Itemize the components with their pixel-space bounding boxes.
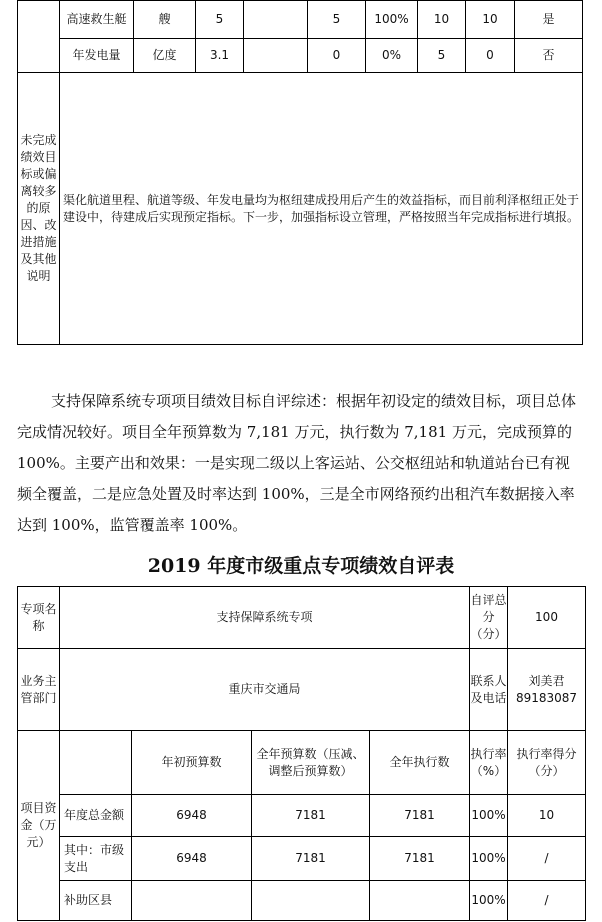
funds-executed: 7181 — [370, 795, 470, 837]
reason-row — [18, 73, 583, 345]
indicator-name: 高速救生艇 — [60, 1, 134, 39]
reason-label: 未完成绩效目标或偏离较多的原因、改进措施及其他说明 — [18, 73, 60, 345]
indicator-unit: 亿度 — [134, 39, 196, 73]
indicator-actual: 5 — [308, 1, 366, 39]
project-label: 专项名称 — [18, 587, 60, 649]
indicator-weight: 10 — [418, 1, 466, 39]
department-row — [18, 649, 586, 731]
indicator-row — [18, 39, 583, 73]
funds-annual: 7181 — [252, 837, 370, 881]
funds-executed — [370, 881, 470, 921]
funds-initial — [132, 881, 252, 921]
indicator-score: 0 — [466, 39, 515, 73]
funds-score: / — [508, 881, 586, 921]
indicator-blank — [244, 39, 308, 73]
funds-annual: 7181 — [252, 795, 370, 837]
indicator-weight: 5 — [418, 39, 466, 73]
funds-row — [18, 837, 586, 881]
header-executed: 全年执行数 — [370, 731, 470, 795]
funds-row — [18, 881, 586, 921]
summary-paragraph — [17, 386, 583, 541]
dept-label: 业务主管部门 — [18, 649, 60, 731]
indicator-target: 3.1 — [196, 39, 244, 73]
funds-initial: 6948 — [132, 837, 252, 881]
indicators-table — [17, 0, 583, 345]
reason-text: 渠化航道里程、航道等级、年发电量均为枢纽建成投用后产生的效益指标，而目前利泽枢纽正处于建设中，待建成后实现预定指标。下一步，加强指标设立管理，严格按照当年完成指标进行填报。 — [60, 73, 583, 345]
score-label: 自评总分（分） — [470, 587, 508, 649]
header-annual: 全年预算数（压减、调整后预算数） — [252, 731, 370, 795]
indicator-rate: 100% — [366, 1, 418, 39]
funds-rate: 100% — [470, 837, 508, 881]
indicator-row — [18, 1, 583, 39]
indicator-rate: 0% — [366, 39, 418, 73]
header-initial: 年初预算数 — [132, 731, 252, 795]
indicator-achieved: 是 — [515, 1, 583, 39]
score-value: 100 — [508, 587, 586, 649]
funds-rate: 100% — [470, 795, 508, 837]
funds-rate: 100% — [470, 881, 508, 921]
indicator-name: 年发电量 — [60, 39, 134, 73]
dept-name: 重庆市交通局 — [60, 649, 470, 731]
summary-text: 支持保障系统专项项目绩效目标自评综述：根据年初设定的绩效目标，项目总体完成情况较好。项目全年预算数为 7,181 万元，执行数为 7,181 万元，完成预算的 100%。主要产出和效果：一是实现二级以上客运站、公交枢纽站和轨道站台已有视频全覆盖，二是应急处置及时率达到 100%，三是全市网络预约出租汽车数据接入率达到 100%，监管覆盖率 100%。 — [17, 392, 577, 534]
indicator-actual: 0 — [308, 39, 366, 73]
indicator-blank — [244, 1, 308, 39]
funds-row-label: 补助区县 — [60, 881, 132, 921]
table-title: 2019 年度市级重点专项绩效自评表 — [147, 555, 455, 577]
funds-score: 10 — [508, 795, 586, 837]
header-rate-score: 执行率得分（分） — [508, 731, 586, 795]
project-name: 支持保障系统专项 — [60, 587, 470, 649]
funds-label: 项目资金（万元） — [18, 731, 60, 921]
funds-row-label: 年度总金额 — [60, 795, 132, 837]
indicator-target: 5 — [196, 1, 244, 39]
funds-annual — [252, 881, 370, 921]
contact-label: 联系人及电话 — [470, 649, 508, 731]
indicator-score: 10 — [466, 1, 515, 39]
funds-score: / — [508, 837, 586, 881]
header-rate: 执行率（%） — [470, 731, 508, 795]
project-row — [18, 587, 586, 649]
contact-value: 刘美君 89183087 — [508, 649, 586, 731]
funds-header-row — [18, 731, 586, 795]
indicator-achieved: 否 — [515, 39, 583, 73]
indicator-unit: 艘 — [134, 1, 196, 39]
funds-row-label: 其中：市级支出 — [60, 837, 132, 881]
evaluation-form-table — [17, 586, 586, 921]
funds-initial: 6948 — [132, 795, 252, 837]
funds-executed: 7181 — [370, 837, 470, 881]
funds-row — [18, 795, 586, 837]
